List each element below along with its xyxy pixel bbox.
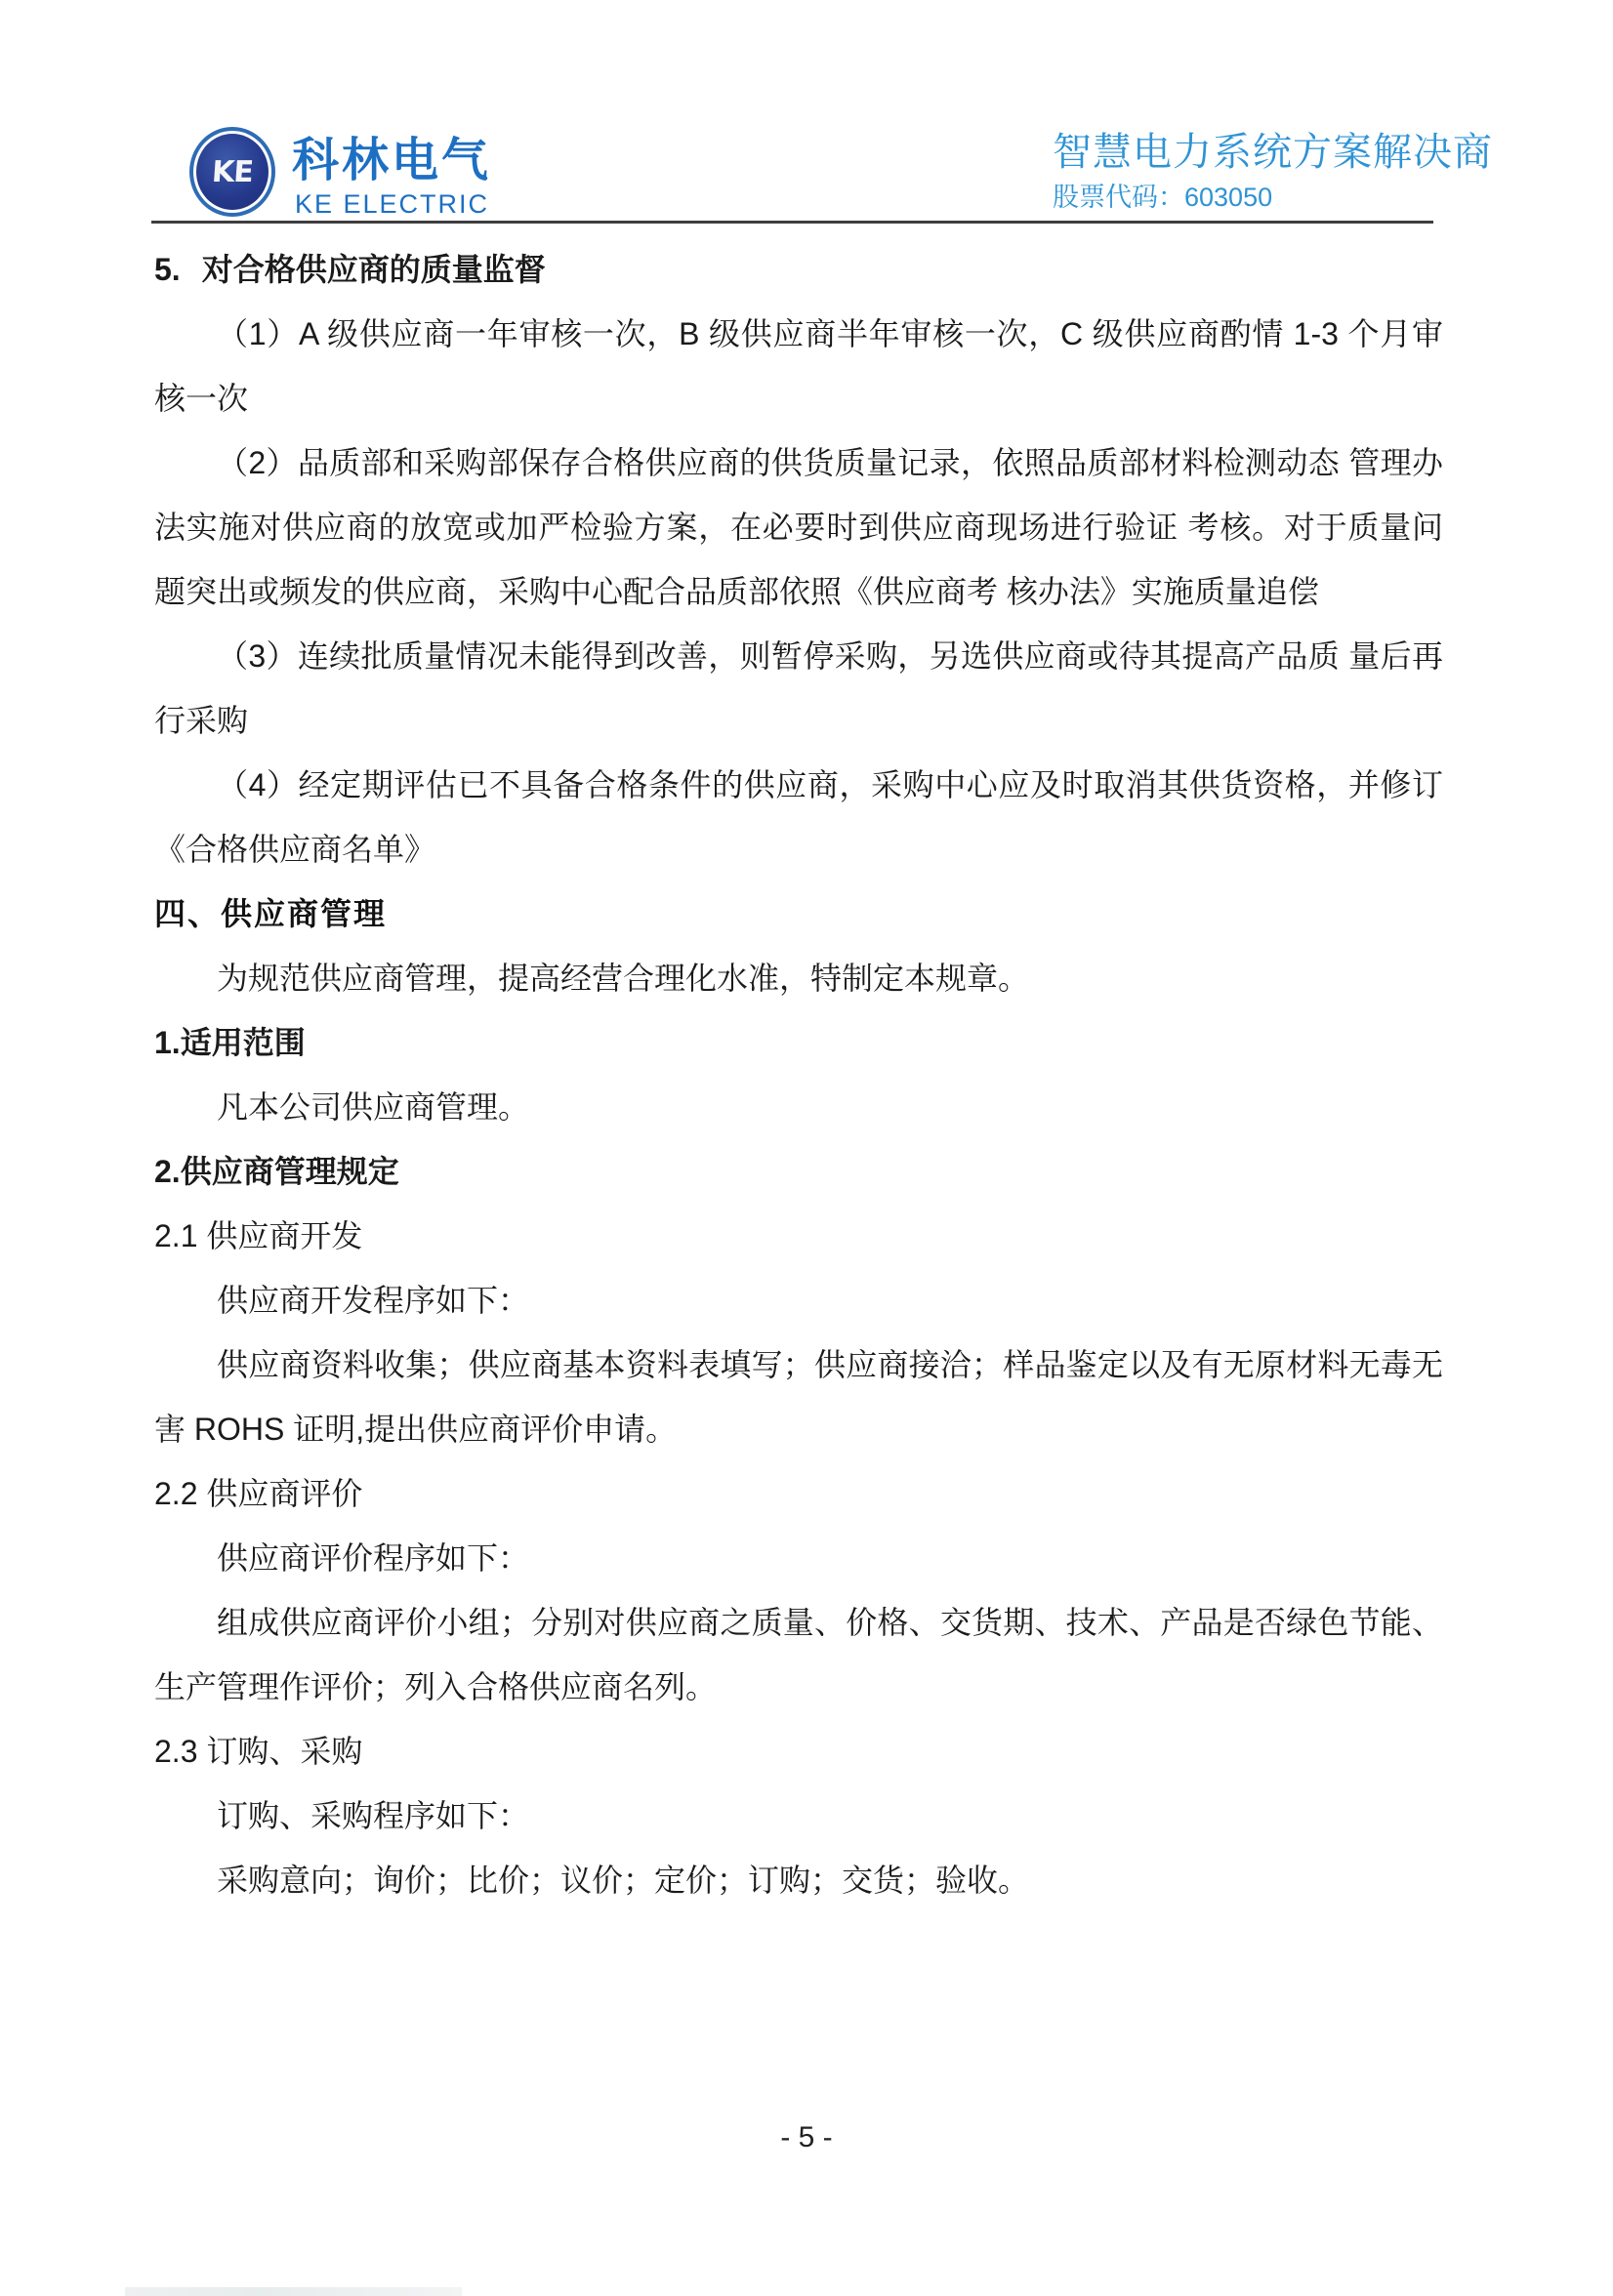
clause-text: 采购意向；询价；比价；议价；定价；订购；交货；验收。 [217, 1863, 1030, 1898]
clause-text: 供应商资料收集；供应商基本资料表填写；供应商接洽；样品鉴定以及有无原材料无毒无害 ROHS 证明,提出供应商评价申请。 [154, 1347, 1443, 1447]
clause-heading: 2.供应商管理规定 [154, 1154, 399, 1189]
ke-logo-monogram: KE [210, 154, 255, 189]
section4-heading: 四、供应商管理 [154, 896, 388, 931]
brand-name-english: KE ELECTRIC [295, 189, 490, 219]
brand-name-chinese: 科林电气 [292, 135, 492, 186]
company-logo [189, 127, 275, 217]
section5-heading-number: 5. [154, 252, 181, 287]
clause-heading: 1.适用范围 [154, 1025, 306, 1060]
company-tagline: 智慧电力系统方案解决商 [1053, 131, 1493, 174]
clause-subhead: 2.2 供应商评价 [154, 1476, 363, 1511]
paragraph: （1）A 级供应商一年审核一次，B 级供应商半年审核一次，C 级供应商酌情 1-3 个月审核一次 [154, 316, 1443, 416]
document-body [154, 237, 1443, 1912]
paragraph: （4）经定期评估已不具备合格条件的供应商，采购中心应及时取消其供货资格，并修订《合格供应商名单》 [154, 767, 1443, 867]
section5-heading [154, 237, 1443, 302]
scan-artifact [125, 2287, 462, 2296]
header-divider [151, 221, 1433, 224]
clause-subhead: 2.1 供应商开发 [154, 1218, 363, 1253]
clause-text: 供应商评价程序如下： [217, 1540, 530, 1576]
paragraph: （3）连续批质量情况未能得到改善，则暂停采购，另选供应商或待其提高产品质 量后再行采购 [154, 638, 1443, 738]
clause-text: 凡本公司供应商管理。 [217, 1089, 530, 1125]
clause-text: 订购、采购程序如下： [217, 1798, 530, 1833]
clause-text: 供应商开发程序如下： [217, 1283, 530, 1318]
ke-logo-icon [196, 134, 269, 210]
paragraph: （2）品质部和采购部保存合格供应商的供货质量记录，依照品质部材料检测动态 管理办法实施对供应商的放宽或加严检验方案，在必要时到供应商现场进行验证 考核。对于质量问题突出或频发的供应商，采购中心配合品质部依照《供应商考 核办法》实施质量追偿 [154, 445, 1443, 609]
section4-intro: 为规范供应商管理，提高经营合理化水准，特制定本规章。 [217, 961, 1030, 996]
section5-heading-text: 对合格供应商的质量监督 [201, 252, 546, 287]
stock-code: 股票代码：603050 [1053, 183, 1273, 212]
clause-text: 组成供应商评价小组；分别对供应商之质量、价格、交货期、技术、产品是否绿色节能、生产管理作评价；列入合格供应商名列。 [154, 1605, 1443, 1704]
clause-subhead: 2.3 订购、采购 [154, 1734, 363, 1769]
page-number: - 5 - [780, 2121, 833, 2153]
